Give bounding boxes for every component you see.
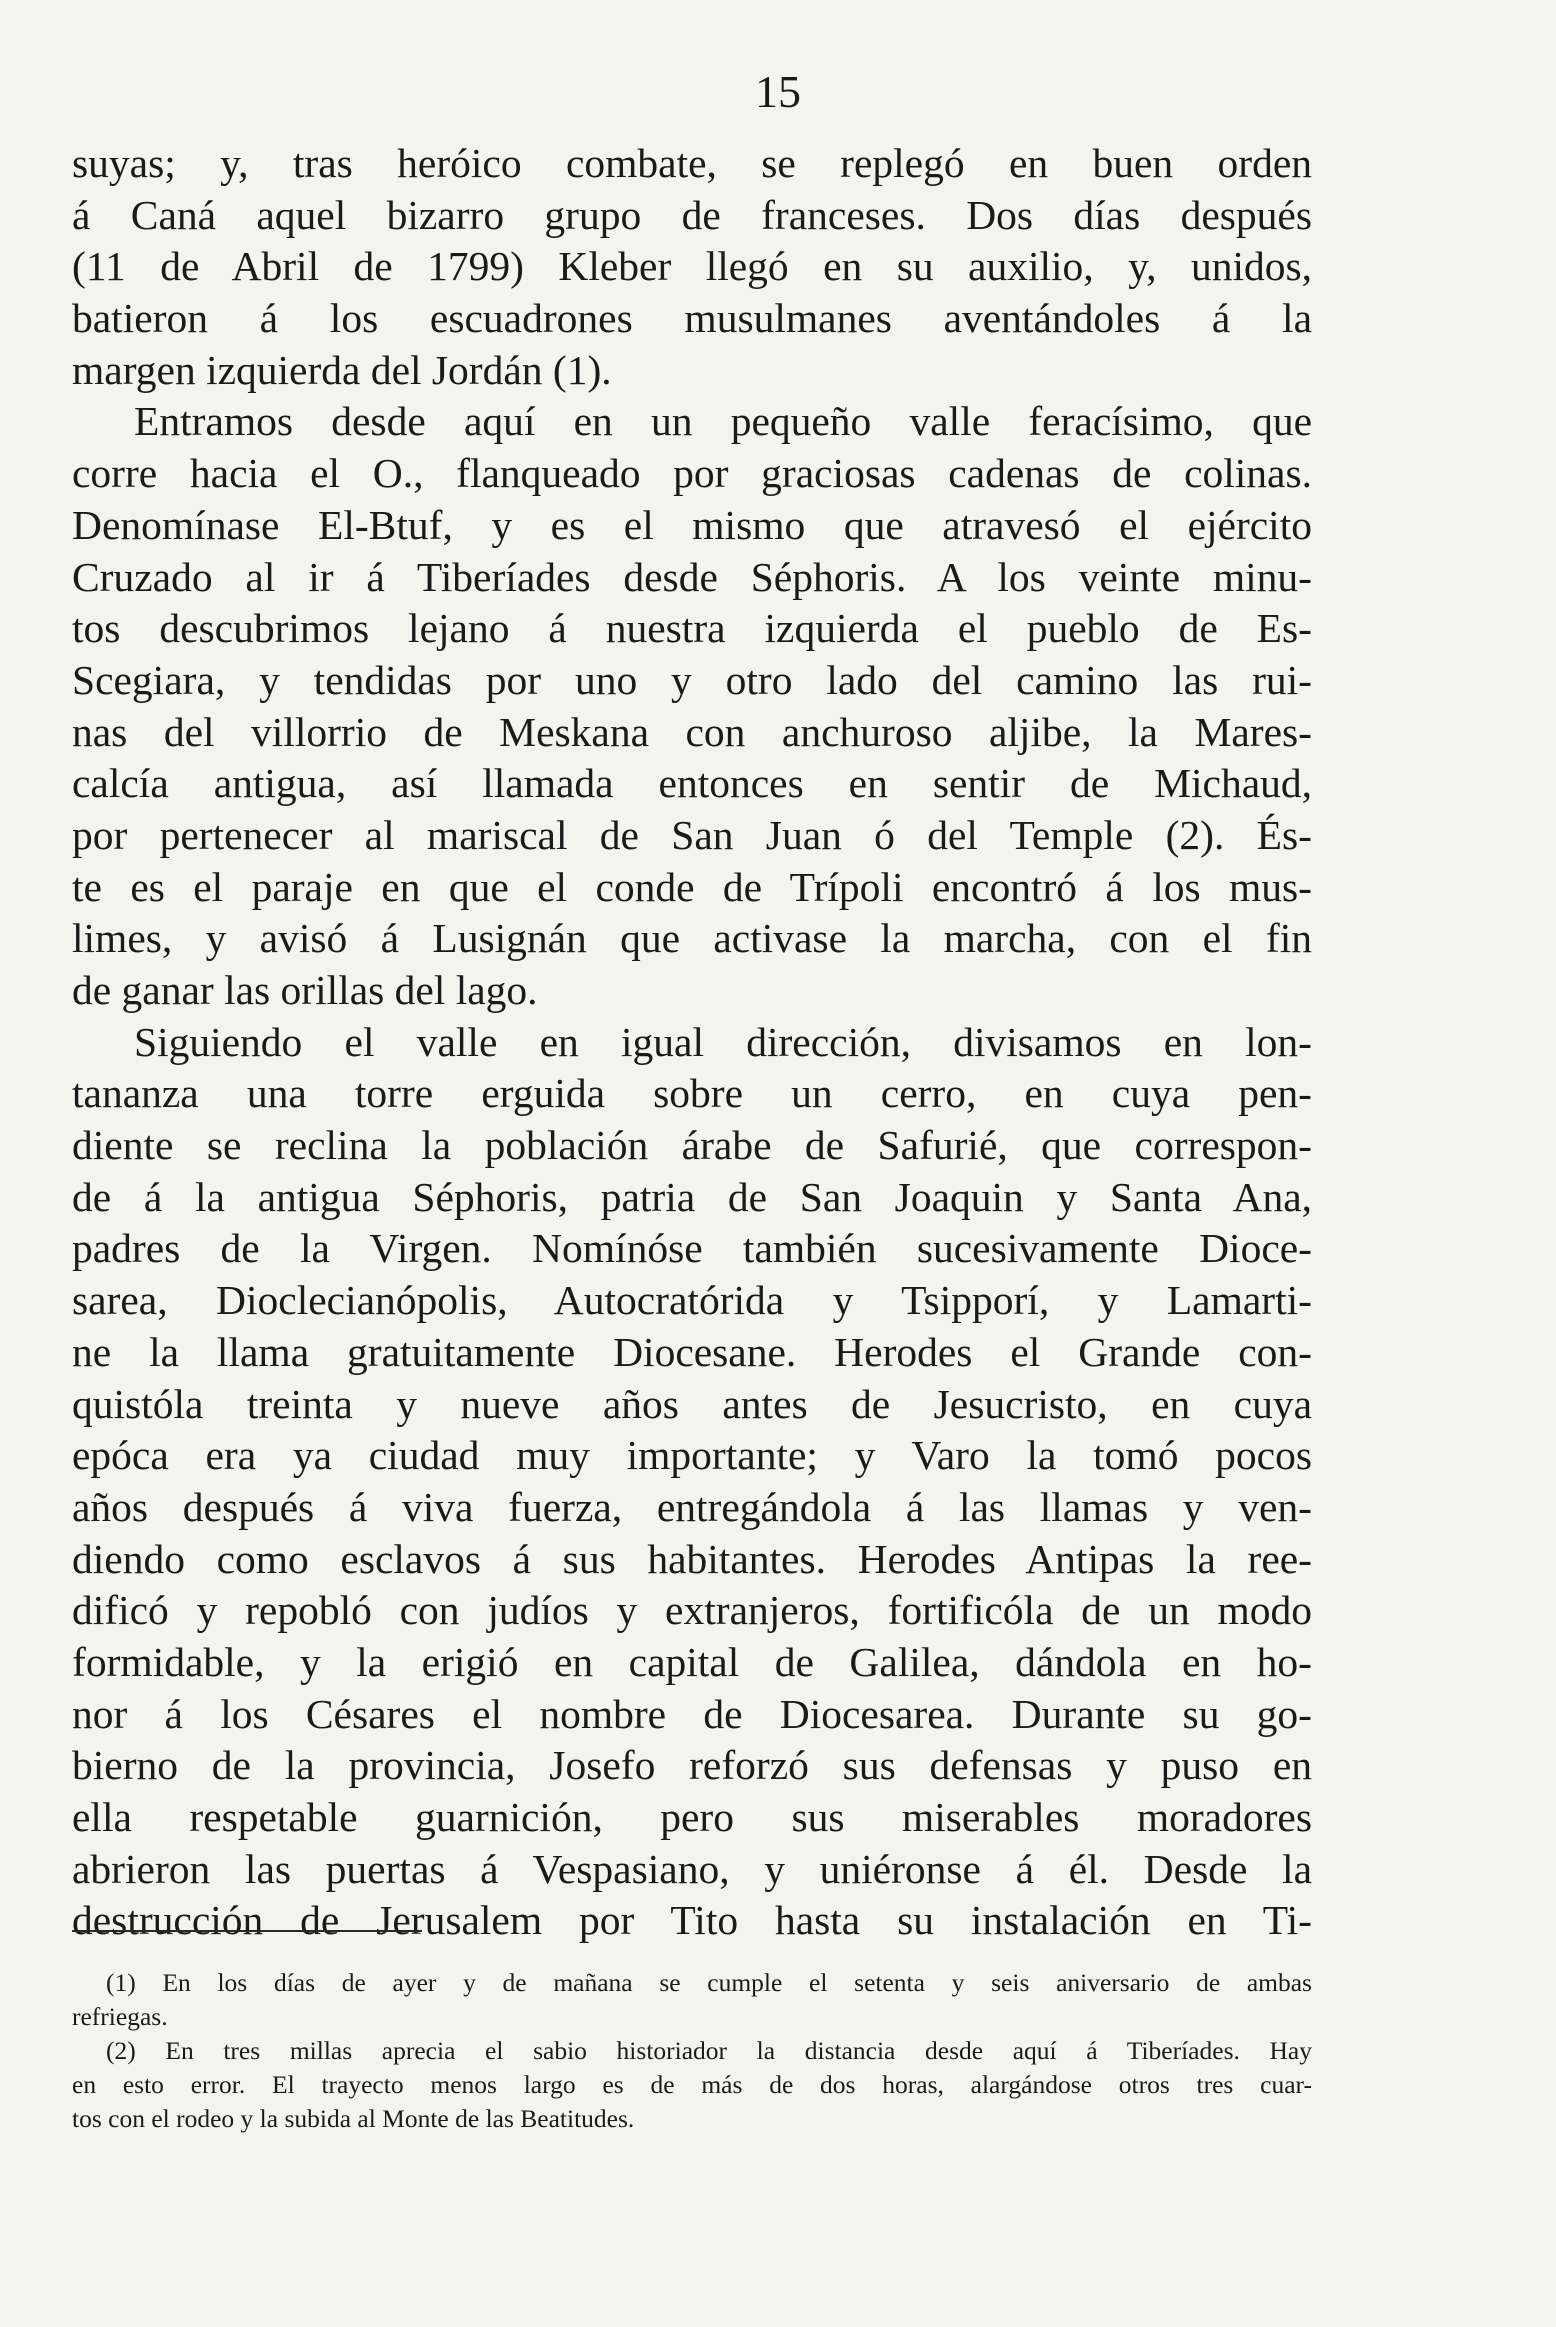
body-line: tos descubrimos lejano á nuestra izquierda el pueblo de Es-: [72, 605, 1312, 652]
body-line: diente se reclina la población árabe de Safurié, que correspon-: [72, 1122, 1312, 1169]
body-line: batieron á los escuadrones musulmanes aventándoles á la: [72, 295, 1312, 342]
body-line: de á la antigua Séphoris, patria de San Joaquin y Santa Ana,: [72, 1173, 1312, 1220]
body-line: padres de la Virgen. Nomínóse también sucesivamente Dioce-: [72, 1225, 1312, 1272]
footnotes: [72, 1966, 1312, 2136]
footnote-line: en esto error. El trayecto menos largo es de más de dos horas, alargándose otros tres cuar-: [72, 2070, 1312, 2099]
body-line: epóca era ya ciudad muy importante; y Varo la tomó pocos: [72, 1432, 1312, 1479]
footnote-line: refriegas.: [72, 2002, 168, 2031]
body-line: (11 de Abril de 1799) Kleber llegó en su auxilio, y, unidos,: [72, 243, 1312, 290]
footnote-line: (1) En los días de ayer y de mañana se cumple el setenta y seis aniversario de ambas: [106, 1968, 1312, 1997]
body-line: destrucción de Jerusalem por Tito hasta su instalación en Ti-: [72, 1897, 1312, 1944]
body-line: ella respetable guarnición, pero sus miserables moradores: [72, 1794, 1312, 1840]
footnote-line: (2) En tres millas aprecia el sabio historiador la distancia desde aquí á Tiberíades. Hay: [106, 2036, 1312, 2065]
body-line: sarea, Dioclecianópolis, Autocratórida y Tsipporí, y Lamarti-: [72, 1277, 1312, 1324]
body-line: Entramos desde aquí en un pequeño valle feracísimo, que: [134, 398, 1312, 445]
body-line: calcía antigua, así llamada entonces en sentir de Michaud,: [72, 760, 1312, 807]
body-line: limes, y avisó á Lusignán que activase la marcha, con el fin: [72, 915, 1312, 962]
page-number: 15: [755, 66, 801, 117]
body-line: Denomínase El-Btuf, y es el mismo que atravesó el ejército: [72, 501, 1312, 548]
body-text: [72, 138, 1312, 1947]
body-line: formidable, y la erigió en capital de Galilea, dándola en ho-: [72, 1638, 1312, 1685]
body-line: años después á viva fuerza, entregándola á las llamas y ven-: [72, 1483, 1312, 1530]
body-line: tananza una torre erguida sobre un cerro, en cuya pen-: [72, 1070, 1312, 1117]
body-line: corre hacia el O., flanqueado por graciosas cadenas de colinas.: [72, 450, 1312, 497]
body-line: de ganar las orillas del lago.: [72, 967, 538, 1013]
body-line: suyas; y, tras heróico combate, se replegó en buen orden: [72, 140, 1312, 186]
body-line: por pertenecer al mariscal de San Juan ó del Temple (2). És-: [72, 811, 1312, 858]
body-line: dificó y repobló con judíos y extranjeros, fortificóla de un modo: [72, 1587, 1312, 1634]
body-line: nor á los Césares el nombre de Diocesarea. Durante su go-: [72, 1690, 1312, 1737]
body-line: abrieron las puertas á Vespasiano, y uniéronse á él. Desde la: [72, 1845, 1312, 1892]
body-line: margen izquierda del Jordán (1).: [72, 346, 612, 393]
body-line: nas del villorrio de Meskana con anchuroso aljibe, la Mares-: [72, 708, 1312, 755]
footnote-line: tos con el rodeo y la subida al Monte de las Beatitudes.: [72, 2104, 635, 2133]
body-line: te es el paraje en que el conde de Trípoli encontró á los mus-: [72, 863, 1312, 910]
body-line: ne la llama gratuitamente Diocesane. Herodes el Grande con-: [72, 1328, 1312, 1375]
body-line: quistóla treinta y nueve años antes de Jesucristo, en cuya: [72, 1380, 1312, 1427]
footnote-divider: [72, 1930, 422, 1932]
body-line: Scegiara, y tendidas por uno y otro lado del camino las rui-: [72, 656, 1312, 703]
body-line: á Caná aquel bizarro grupo de franceses. Dos días después: [72, 191, 1312, 238]
body-line: Cruzado al ir á Tiberíades desde Séphoris. A los veinte minu-: [72, 553, 1312, 600]
body-line: Siguiendo el valle en igual dirección, divisamos en lon-: [134, 1018, 1312, 1065]
body-line: diendo como esclavos á sus habitantes. Herodes Antipas la ree-: [72, 1535, 1312, 1582]
body-line: bierno de la provincia, Josefo reforzó sus defensas y puso en: [72, 1742, 1312, 1789]
